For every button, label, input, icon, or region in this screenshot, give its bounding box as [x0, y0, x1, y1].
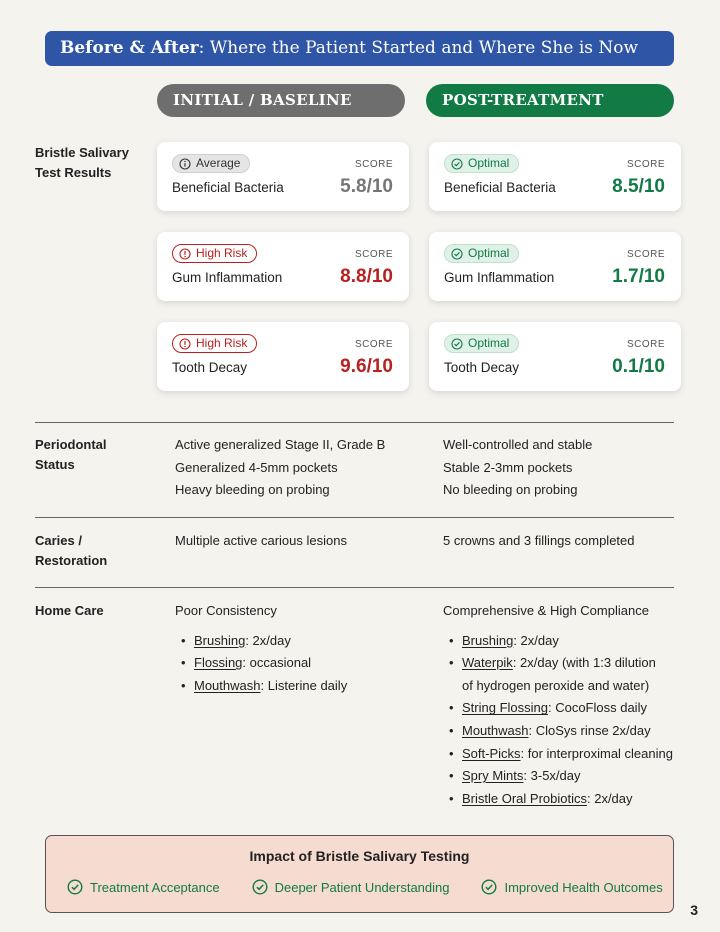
bullet-icon: •	[181, 632, 186, 648]
check-circle-icon	[481, 879, 497, 895]
list-item	[443, 630, 673, 653]
score-label: SCORE	[354, 339, 393, 350]
list-item	[443, 788, 673, 811]
status-badge	[444, 154, 519, 173]
post-score-card	[429, 322, 681, 391]
list-item	[443, 765, 673, 788]
homecare-post: Comprehensive & High Compliance • Brushing: 2x/day • Waterpik: 2x/day (with 1:3 dilution of hydrogen peroxide and water) • String Flossing: CocoFloss daily • Mouthwash: CloSys rinse 2x/day • Soft-Picks: for interproximal cleaning • Spry Mints: 3-5x/day • Bristle Oral Probiotics: 2x/day	[443, 600, 673, 810]
initial-column-header: INITIAL / BASELINE	[157, 84, 405, 117]
item-detail: : occasional	[242, 655, 312, 671]
item-term: Brushing	[462, 632, 514, 648]
status-icon	[451, 158, 463, 170]
periodontal-initial: Active generalized Stage II, Grade B Generalized 4-5mm pockets Heavy bleeding on probing	[175, 437, 386, 498]
item-detail: : Listerine daily	[260, 677, 348, 693]
list-item	[443, 720, 673, 743]
item-term: Waterpik	[462, 655, 513, 671]
bullet-icon: •	[449, 700, 454, 716]
score-value: 9.6/10	[340, 356, 393, 377]
score-label: SCORE	[626, 339, 665, 350]
check-circle-icon	[67, 879, 83, 895]
post-score-card	[429, 142, 681, 211]
bullet-icon: •	[181, 677, 186, 693]
score-value: 8.8/10	[340, 266, 393, 287]
impact-box	[45, 835, 674, 913]
impact-item	[481, 879, 662, 895]
homecare-initial-list	[175, 630, 347, 698]
list-item	[175, 630, 347, 653]
alert-icon	[179, 248, 191, 260]
check-circle-icon	[252, 879, 268, 895]
item-term: Brushing	[194, 632, 246, 648]
bullet-icon: •	[449, 632, 454, 648]
status-icon	[179, 158, 191, 170]
divider	[35, 422, 674, 423]
page-number: 3	[690, 902, 698, 918]
divider	[35, 517, 674, 518]
item-term: Spry Mints	[462, 768, 524, 784]
info-icon	[179, 158, 191, 170]
status-icon	[451, 248, 463, 260]
bullet-icon: •	[449, 722, 454, 738]
homecare-post-list	[443, 630, 673, 811]
list-item	[443, 697, 673, 720]
status-label: Optimal	[468, 246, 510, 260]
metric-name: Gum Inflammation	[172, 270, 283, 285]
caries-post: 5 crowns and 3 fillings completed	[443, 533, 635, 548]
impact-item-label: Deeper Patient Understanding	[274, 879, 450, 895]
post-column-header: POST-TREATMENT	[426, 84, 674, 117]
status-badge	[172, 334, 257, 353]
status-badge	[444, 244, 519, 263]
score-label: SCORE	[354, 159, 393, 170]
status-icon	[451, 338, 463, 350]
alert-icon	[179, 338, 191, 350]
item-term: Flossing	[194, 655, 243, 671]
bullet-icon: •	[449, 655, 454, 671]
initial-score-card	[157, 322, 409, 391]
score-value: 5.8/10	[340, 176, 393, 197]
bullet-icon: •	[449, 745, 454, 761]
check-circle-icon	[451, 248, 463, 260]
item-detail: : 2x/day	[513, 632, 559, 648]
score-value: 0.1/10	[612, 356, 665, 377]
caries-initial: Multiple active carious lesions	[175, 533, 347, 548]
bullet-icon: •	[449, 768, 454, 784]
impact-item	[67, 879, 220, 895]
list-item	[175, 675, 347, 698]
metric-name: Tooth Decay	[172, 360, 248, 375]
status-badge	[444, 334, 519, 353]
homecare-initial: Poor Consistency • Brushing: 2x/day • Flossing: occasional • Mouthwash: Listerine daily	[175, 600, 347, 697]
score-label: SCORE	[626, 249, 665, 260]
post-score-card	[429, 232, 681, 301]
status-label: Optimal	[468, 336, 510, 350]
title-bold: Before & After	[60, 38, 199, 58]
score-label: SCORE	[354, 249, 393, 260]
periodontal-post: Well-controlled and stable Stable 2-3mm pockets No bleeding on probing	[443, 437, 593, 498]
status-icon	[179, 338, 191, 350]
list-item	[443, 652, 673, 697]
item-detail: : for interproximal cleaning	[520, 745, 673, 761]
status-label: High Risk	[196, 336, 248, 350]
item-term: Bristle Oral Probiotics	[462, 790, 587, 806]
metric-name: Beneficial Bacteria	[172, 180, 284, 195]
divider	[35, 587, 674, 588]
item-term: String Flossing	[462, 700, 548, 716]
status-icon	[179, 248, 191, 260]
impact-item-label: Treatment Acceptance	[90, 879, 220, 895]
initial-score-card	[157, 142, 409, 211]
item-detail: : 2x/day	[245, 632, 291, 648]
item-detail: : CloSys rinse 2x/day	[528, 722, 651, 738]
list-item	[443, 743, 673, 766]
item-term: Mouthwash	[462, 722, 529, 738]
score-label: SCORE	[626, 159, 665, 170]
score-value: 1.7/10	[612, 266, 665, 287]
homecare-row-label: Home Care	[35, 603, 104, 618]
impact-item	[252, 879, 450, 895]
item-detail: : 2x/day	[586, 790, 633, 806]
bullet-icon: •	[181, 655, 186, 671]
impact-item-label: Improved Health Outcomes	[504, 879, 663, 895]
list-item	[175, 652, 347, 675]
caries-row-label: Caries / Restoration	[35, 533, 108, 568]
impact-items	[67, 879, 663, 895]
metric-name: Gum Inflammation	[444, 270, 555, 285]
periodontal-row-label: Periodontal Status	[35, 437, 107, 472]
status-badge	[172, 154, 250, 173]
score-value: 8.5/10	[612, 176, 665, 197]
item-term: Mouthwash	[194, 677, 261, 693]
impact-title: Impact of Bristle Salivary Testing	[249, 848, 470, 864]
status-badge	[172, 244, 257, 263]
page-title-banner	[45, 31, 674, 66]
title-rest: : Where the Patient Started and Where She is Now	[198, 38, 639, 58]
salivary-row-label: Bristle Salivary Test Results	[35, 145, 129, 180]
item-detail: : 2x/day (with 1:3 dilution	[512, 655, 656, 671]
status-label: Optimal	[468, 156, 510, 170]
metric-name: Tooth Decay	[444, 360, 520, 375]
check-circle-icon	[451, 338, 463, 350]
bullet-icon: •	[449, 790, 454, 806]
item-detail: : 3-5x/day	[523, 768, 581, 784]
item-detail: : CocoFloss daily	[547, 700, 647, 716]
metric-name: Beneficial Bacteria	[444, 180, 556, 195]
item-detail-cont: of hydrogen peroxide and water)	[462, 677, 650, 693]
status-label: High Risk	[196, 246, 248, 260]
item-term: Soft-Picks	[462, 745, 521, 761]
check-circle-icon	[451, 158, 463, 170]
status-label: Average	[196, 156, 241, 170]
initial-score-card	[157, 232, 409, 301]
